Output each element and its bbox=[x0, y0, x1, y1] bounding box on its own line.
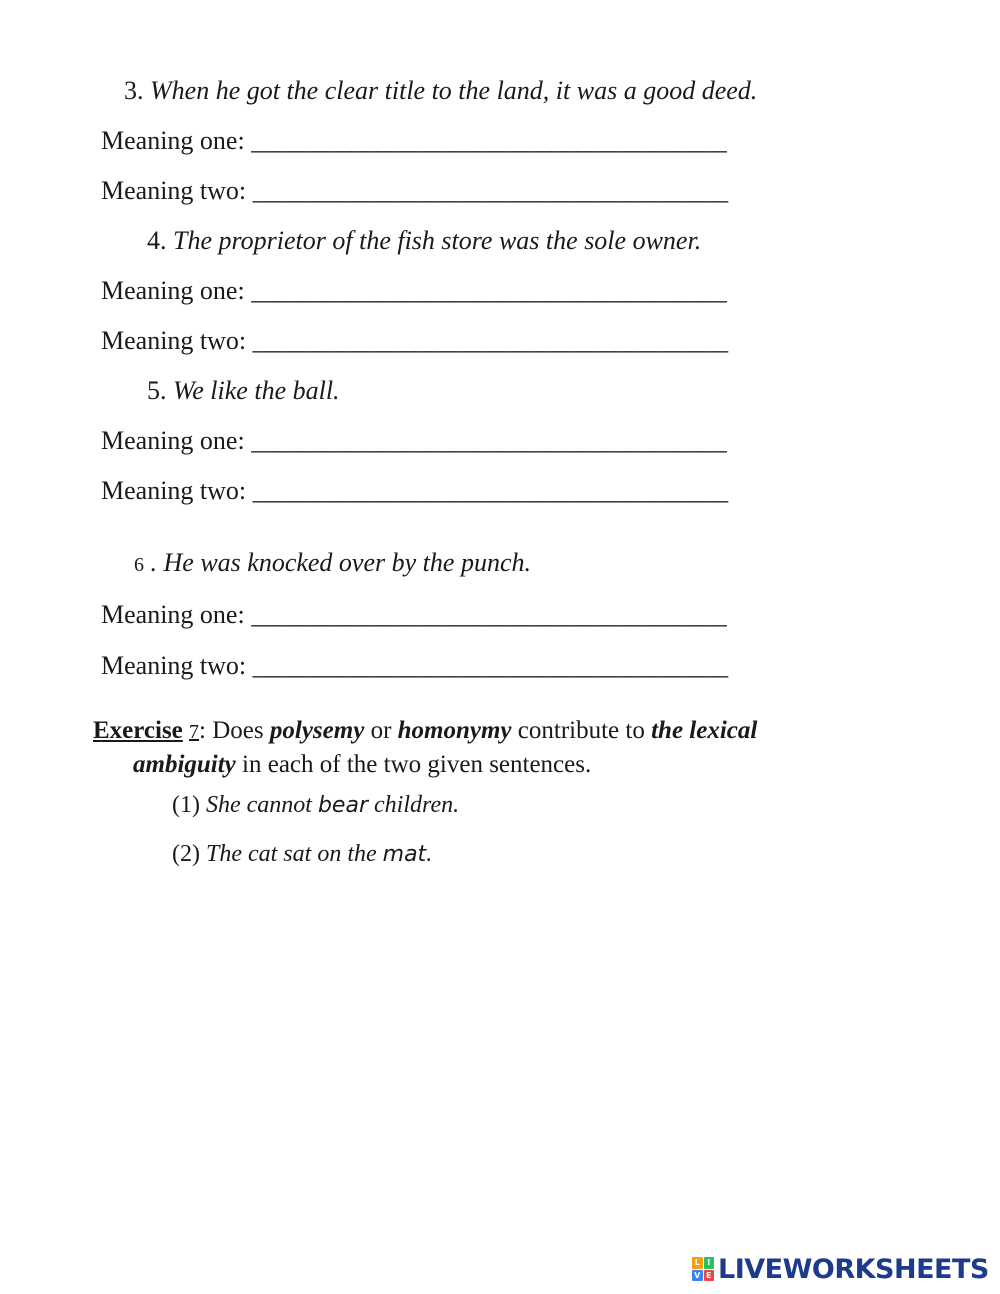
answer-blank[interactable]: ______________________________________ bbox=[251, 126, 727, 155]
meaning-one-label: Meaning one: bbox=[101, 276, 245, 305]
sentence-prefix: (1) bbox=[172, 792, 206, 818]
item-sentence: When he got the clear title to the land, it was a good deed. bbox=[150, 76, 758, 105]
exercise-7-heading-cont bbox=[133, 750, 591, 780]
exercise-7-heading bbox=[93, 716, 757, 747]
answer-blank[interactable]: ______________________________________ bbox=[252, 476, 728, 505]
item-sentence: We like the ball. bbox=[173, 376, 340, 405]
logo-mark-letter: E bbox=[704, 1270, 715, 1282]
term-lexical-ambiguity-part1: the lexical bbox=[651, 717, 758, 744]
exercise-sentence-1 bbox=[172, 790, 459, 821]
logo-text: LIVEWORKSHEETS bbox=[718, 1253, 989, 1285]
meaning-one-label: Meaning one: bbox=[101, 126, 245, 155]
item-sentence: . He was knocked over by the punch. bbox=[150, 548, 531, 577]
item-3-meaning-one bbox=[101, 126, 726, 156]
answer-blank[interactable]: ______________________________________ bbox=[251, 426, 727, 455]
item-5-meaning-two bbox=[101, 476, 728, 506]
liveworksheets-logo bbox=[692, 1253, 989, 1285]
exercise-text: or bbox=[364, 717, 398, 744]
term-polysemy: polysemy bbox=[269, 717, 365, 744]
exercise-title: Exercise bbox=[93, 717, 183, 744]
answer-blank[interactable]: ______________________________________ bbox=[251, 276, 727, 305]
meaning-one-label: Meaning one: bbox=[101, 600, 245, 629]
item-number: 3. bbox=[124, 76, 144, 105]
item-3-prompt bbox=[124, 76, 757, 106]
term-homonymy: homonymy bbox=[397, 717, 512, 744]
exercise-colon: : bbox=[199, 717, 206, 744]
exercise-text: contribute to bbox=[511, 717, 652, 744]
meaning-two-label: Meaning two: bbox=[101, 326, 247, 355]
item-3-meaning-two bbox=[101, 176, 728, 206]
meaning-two-label: Meaning two: bbox=[101, 651, 247, 680]
item-5-prompt bbox=[147, 376, 340, 406]
answer-blank[interactable]: ______________________________________ bbox=[251, 600, 727, 629]
logo-mark-icon bbox=[692, 1257, 714, 1281]
exercise-text: in each of the two given sentences. bbox=[235, 751, 592, 778]
answer-blank[interactable]: ______________________________________ bbox=[252, 651, 728, 680]
meaning-two-label: Meaning two: bbox=[101, 476, 247, 505]
meaning-two-label: Meaning two: bbox=[101, 176, 247, 205]
answer-blank[interactable]: ______________________________________ bbox=[252, 326, 728, 355]
sentence-text: The cat sat on the bbox=[205, 841, 383, 867]
item-number: 4. bbox=[147, 226, 167, 255]
logo-mark-letter: I bbox=[704, 1257, 715, 1269]
sentence-text: . bbox=[426, 841, 433, 867]
logo-mark-letter: L bbox=[692, 1257, 703, 1269]
sentence-text: She cannot bbox=[205, 792, 318, 818]
exercise-text: Does bbox=[206, 717, 270, 744]
exercise-number: 7 bbox=[189, 721, 200, 743]
meaning-one-label: Meaning one: bbox=[101, 426, 245, 455]
item-number: 6 bbox=[134, 554, 144, 576]
highlighted-word: mat bbox=[382, 842, 427, 867]
exercise-sentence-2 bbox=[172, 839, 432, 870]
term-lexical-ambiguity-part2: ambiguity bbox=[133, 751, 236, 778]
item-5-meaning-one bbox=[101, 426, 726, 456]
item-6-meaning-one bbox=[101, 600, 726, 630]
item-number: 5. bbox=[147, 376, 167, 405]
item-sentence: The proprietor of the fish store was the sole owner. bbox=[173, 226, 702, 255]
highlighted-word: bear bbox=[317, 793, 368, 818]
sentence-text: children. bbox=[368, 792, 460, 818]
logo-mark-letter: V bbox=[692, 1270, 703, 1282]
item-6-meaning-two bbox=[101, 651, 728, 681]
item-4-meaning-two bbox=[101, 326, 728, 356]
item-6-prompt bbox=[134, 548, 531, 580]
item-4-prompt bbox=[147, 226, 701, 256]
sentence-prefix: (2) bbox=[172, 841, 206, 867]
answer-blank[interactable]: ______________________________________ bbox=[252, 176, 728, 205]
item-4-meaning-one bbox=[101, 276, 726, 306]
